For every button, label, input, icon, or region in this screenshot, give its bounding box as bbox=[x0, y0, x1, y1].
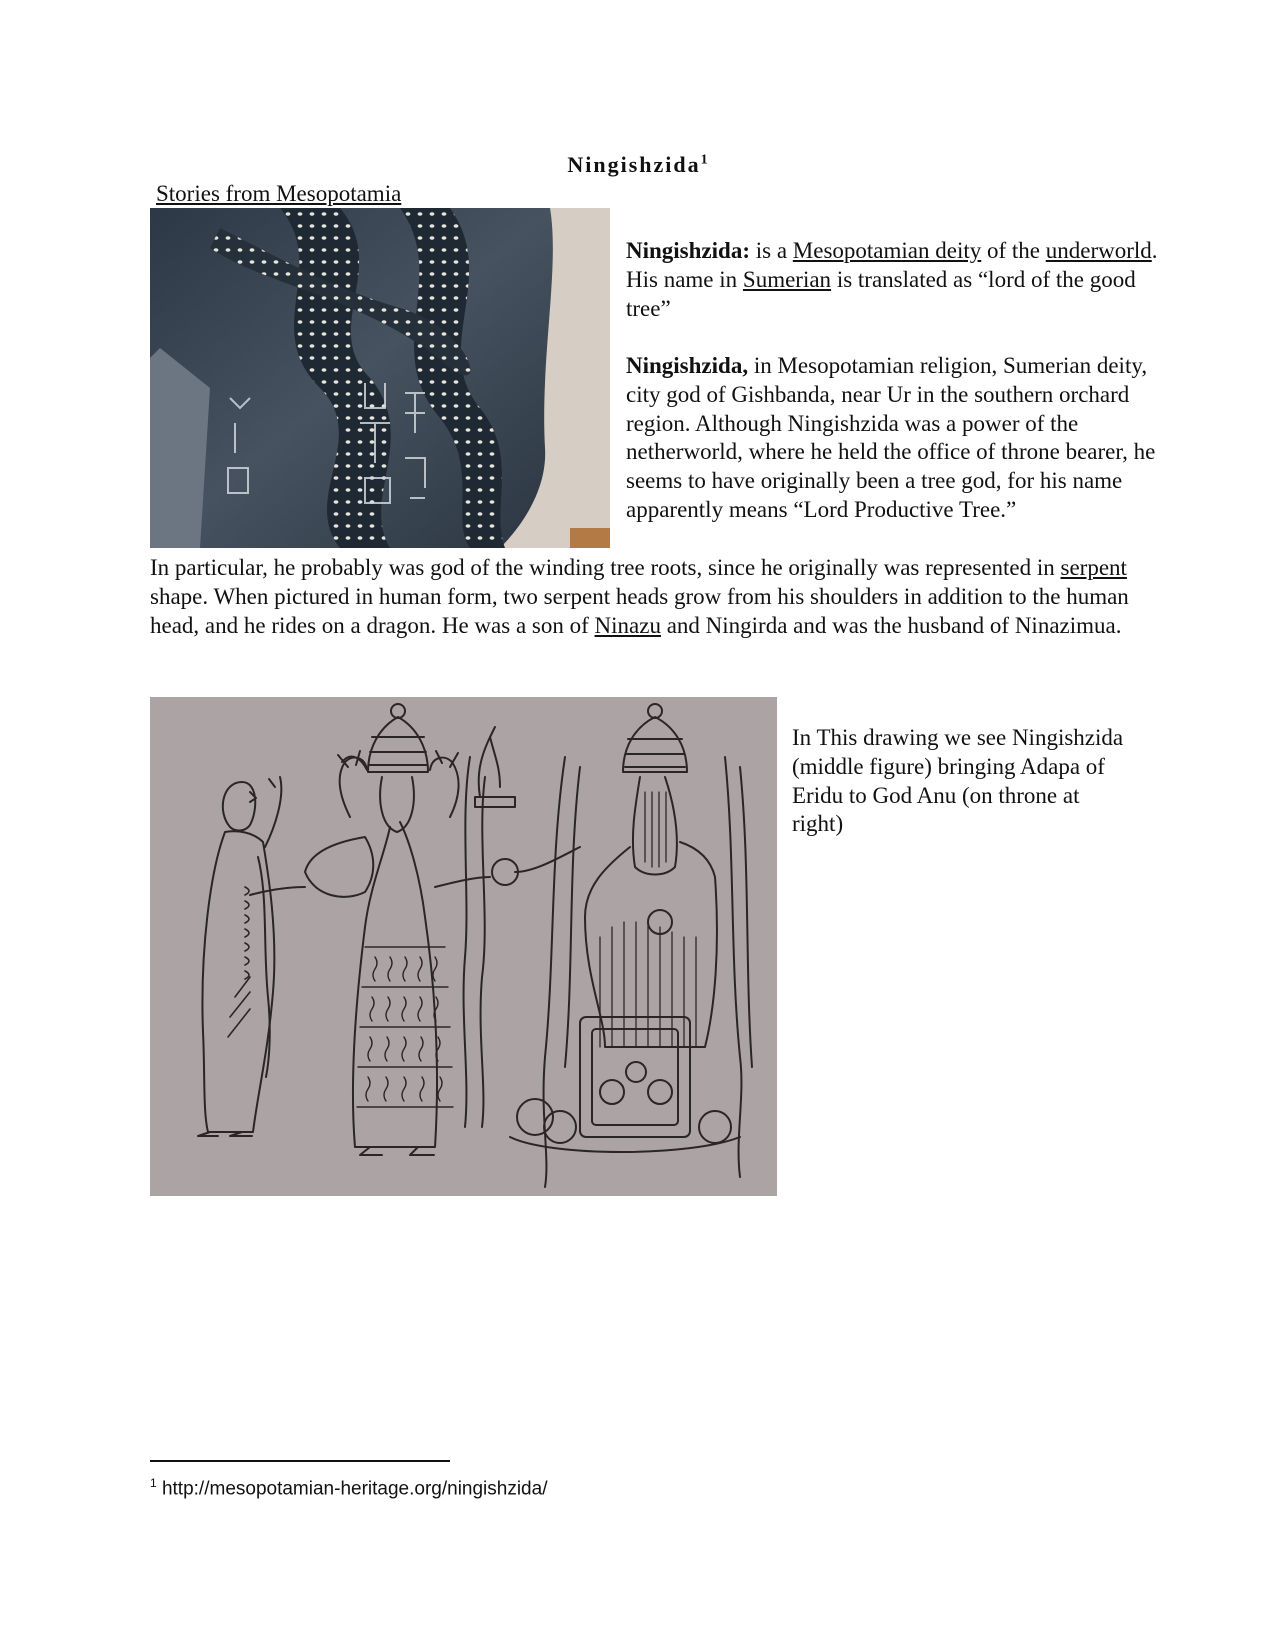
link-underworld[interactable]: underworld bbox=[1045, 238, 1152, 263]
title-footnote-mark[interactable]: 1 bbox=[700, 152, 708, 168]
link-mesopotamian-deity[interactable]: Mesopotamian deity bbox=[792, 238, 982, 263]
intro-text-4: is translated as “lord of the good tree” bbox=[626, 266, 1136, 321]
intro-text-1: is a bbox=[749, 238, 793, 263]
intro-paragraph bbox=[626, 237, 1166, 323]
footnote-mark: 1 bbox=[150, 1476, 157, 1490]
footnote-divider bbox=[150, 1460, 450, 1462]
link-serpent[interactable]: serpent bbox=[1060, 555, 1127, 580]
link-sumerian[interactable]: Sumerian bbox=[742, 266, 832, 292]
footnote bbox=[150, 1476, 547, 1500]
footnote-link[interactable]: http://mesopotamian-heritage.org/ningishzida/ bbox=[156, 1478, 548, 1500]
body-text-3: shape. When pictured in human form, two serpent heads grow from his shoulders in addition to the human head, and he rides on a dragon. He was a son of bbox=[150, 583, 1129, 638]
body-paragraph-full bbox=[150, 554, 1150, 640]
serpent-relief-photo bbox=[150, 208, 610, 548]
serpent-relief-image bbox=[150, 208, 610, 548]
body-text-4: and Ningirda and was the husband of Ninazimua. bbox=[660, 612, 1122, 638]
page-title bbox=[0, 152, 1275, 178]
title-text: Ningishzida bbox=[567, 152, 701, 177]
line-drawing-photo bbox=[150, 697, 777, 1196]
figure-caption: In This drawing we see Ningishzida (middle figure) bringing Adapa of Eridu to God Anu (on throne at right) bbox=[792, 725, 1124, 837]
body-paragraph-side bbox=[626, 352, 1166, 525]
subtitle-link[interactable]: Stories from Mesopotamia bbox=[156, 181, 402, 206]
intro-text-2: of the bbox=[981, 238, 1046, 263]
body-term: Ningishzida, bbox=[626, 353, 749, 378]
body-text-1: in Mesopotamian religion, Sumerian deity, city god of Gishbanda, near Ur in the southern orchard region. Although Ningishzida was a power of the netherworld, where he held the office of throne bearer, he seems to have originally been a tree god, for his name apparently means “Lord Productive Tree.” bbox=[626, 353, 1156, 522]
intro-term: Ningishzida: bbox=[626, 238, 750, 263]
three-figures-drawing bbox=[150, 697, 777, 1196]
intro-text-3: . His name in bbox=[626, 238, 1158, 292]
body-text-2: In particular, he probably was god of the winding tree roots, since he originally was represented in bbox=[150, 555, 1061, 580]
link-ninazu[interactable]: Ninazu bbox=[594, 612, 661, 638]
